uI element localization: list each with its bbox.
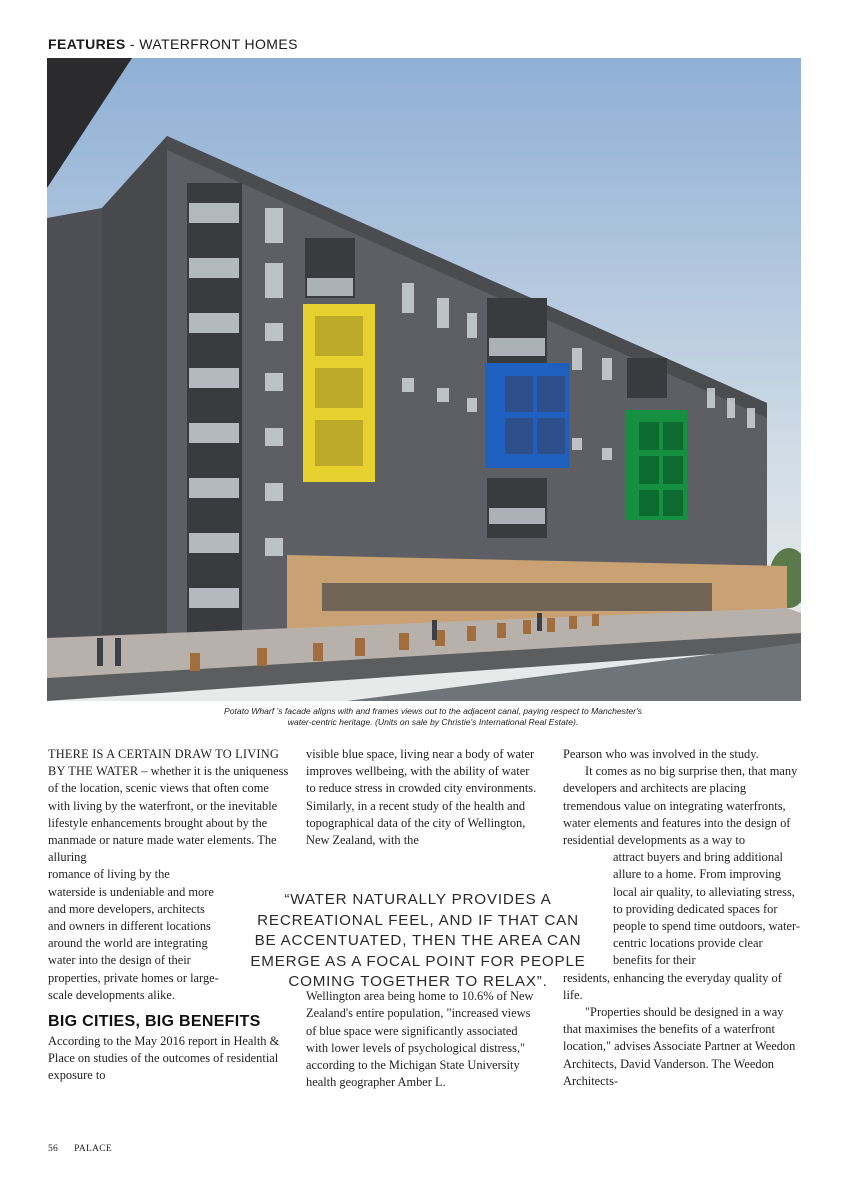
header-separator: - bbox=[125, 36, 140, 52]
page-footer bbox=[48, 1144, 128, 1154]
pull-quote: “WATER NATURALLY PROVIDES A RECREATIONAL FEEL, AND IF THAT CAN BE ACCENTUATED, THEN THE AREA CAN EMERGE AS A FOCAL POINT FOR PEOPLE COMING TOGETHER TO RELAX”. bbox=[250, 891, 586, 990]
body-paragraph: According to the May 2016 report in Health & Place on studies of the outcomes of residential exposure to bbox=[48, 1034, 280, 1083]
article-column-3 bbox=[563, 746, 801, 1090]
intro-paragraph bbox=[48, 746, 292, 866]
intro-paragraph-wrapped: romance of living by the waterside is undeniable and more and more developers, architects and owners in different locations around the world are integrating water into the design of their properties, private homes or large-scale developments alike. bbox=[48, 867, 219, 1002]
caption-line-2: water-centric heritage. (Units on sale by Christie's International Real Estate). bbox=[287, 717, 579, 727]
subsection-label: WATERFRONT HOMES bbox=[139, 36, 298, 52]
body-paragraph: Pearson who was involved in the study. bbox=[563, 747, 759, 761]
body-paragraph-end: residents, enhancing the everyday quality of life. bbox=[563, 970, 782, 1002]
section-label: FEATURES bbox=[48, 36, 126, 52]
caption-line-1: Potato Wharf 's facade aligns with and frames views out to the adjacent canal, paying respect to Manchester's bbox=[224, 706, 642, 716]
body-paragraph-wrapped: attract buyers and bring additional allure to a home. From improving local air quality, to alleviating stress, to providing dedicated spaces for people to spend time outdoors, water-centric locations provide clear benefits for their bbox=[613, 850, 800, 968]
publication-name: PALACE bbox=[74, 1144, 112, 1154]
hero-image bbox=[47, 58, 801, 701]
body-paragraph: Wellington area being home to 10.6% of New Zealand's entire population, "increased views of blue space were significantly associated with lower levels of psychological distress," according to the Michigan State University health geographer Amber L. bbox=[306, 989, 534, 1090]
body-paragraph: It comes as no big surprise then, that many developers and architects are placing tremendous value on integrating waterfronts, water elements and features into the design of residential developments as a way to bbox=[563, 764, 798, 848]
intro-text: – whether it is the uniqueness of the location, scenic views that often come with living by the waterfront, or the inevitable lifestyle enhancements brought about by the manmade or nature made water elements. The alluring bbox=[48, 764, 289, 865]
lead-caps: THERE IS A CERTAIN DRAW TO LIVING BY THE WATER bbox=[48, 747, 280, 779]
page-number: 56 bbox=[48, 1144, 59, 1154]
subheading: BIG CITIES, BIG BENEFITS bbox=[48, 1013, 261, 1031]
body-paragraph: "Properties should be designed in a way that maximises the benefits of a waterfront location," advises Associate Partner at Weedon Architects, David Vanderson. The Weedon Architects- bbox=[563, 1005, 796, 1088]
building-illustration bbox=[47, 58, 801, 701]
body-paragraph: visible blue space, living near a body of water improves wellbeing, with the ability of water to reduce stress in crowded city environments. Similarly, in a recent study of the health and topographical data of the city of Wellington, New Zealand, with the bbox=[306, 747, 537, 848]
section-header bbox=[48, 36, 298, 52]
image-caption bbox=[130, 706, 736, 728]
